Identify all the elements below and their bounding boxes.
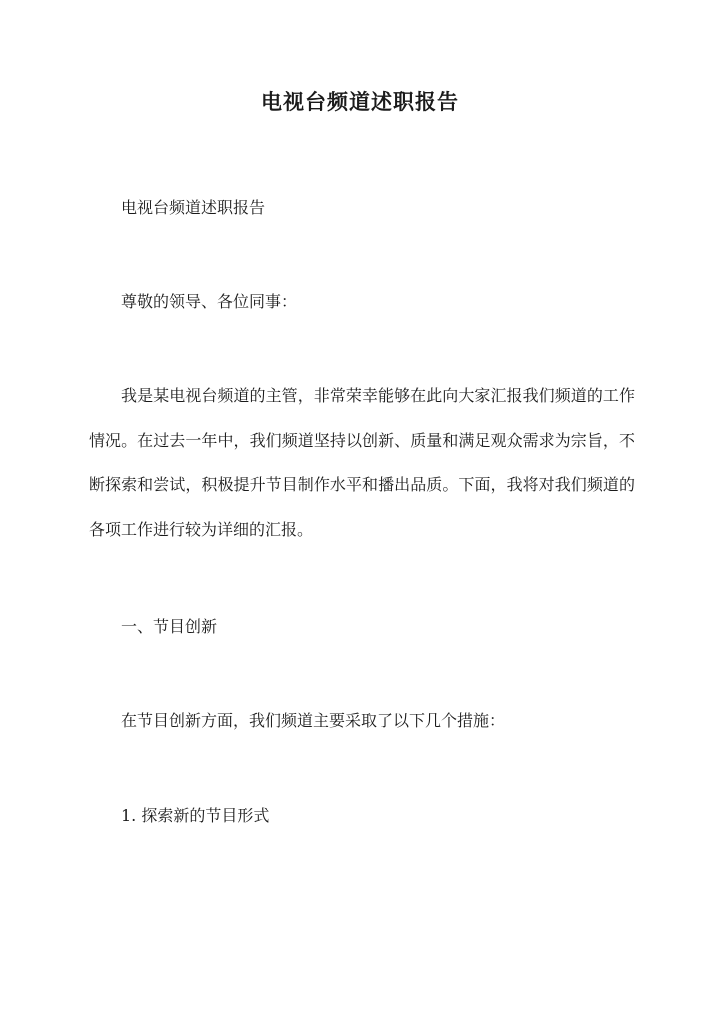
- paragraph-measures-intro: 在节目创新方面，我们频道主要采取了以下几个措施：: [121, 711, 506, 730]
- paragraph-salutation: 尊敬的领导、各位同事：: [121, 292, 298, 311]
- section-heading-program-innovation: 一、节目创新: [121, 617, 218, 636]
- list-item-explore-new-formats: 1. 探索新的节目形式: [121, 806, 270, 825]
- document-title: 电视台频道述职报告: [261, 89, 459, 114]
- paragraph-subtitle: 电视台频道述职报告: [121, 198, 266, 217]
- paragraph-intro: 我是某电视台频道的主管，非常荣幸能够在此向大家汇报我们频道的工作情况。在过去一年中，我们频道坚持以创新、质量和满足观众需求为宗旨，不断探索和尝试，积极提升节目制作水平和播出品质。下面，我将对我们频道的各项工作进行较为详细的汇报。: [89, 386, 635, 539]
